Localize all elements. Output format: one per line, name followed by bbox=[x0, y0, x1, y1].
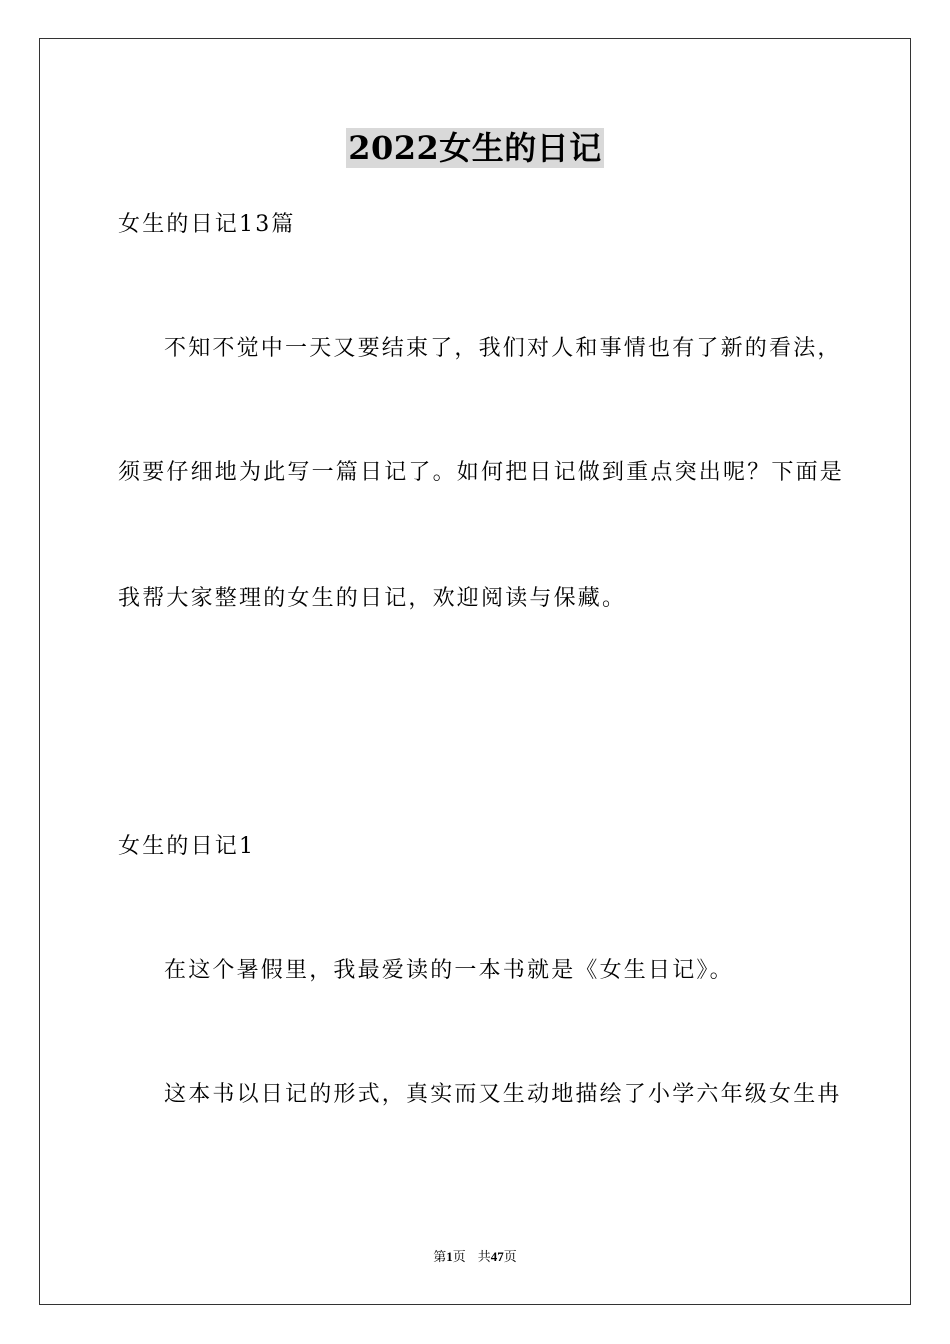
footer-page-suffix: 页 bbox=[452, 1249, 466, 1264]
intro-line-2: 须要仔细地为此写一篇日记了。如何把日记做到重点突出呢？下面是 bbox=[118, 460, 845, 485]
document-title-wrapper bbox=[0, 128, 950, 174]
footer-total-suffix: 页 bbox=[503, 1249, 517, 1264]
section-heading: 女生的日记1 bbox=[118, 834, 256, 859]
footer-total-prefix: 共 bbox=[477, 1249, 491, 1264]
page-footer bbox=[0, 1248, 950, 1266]
intro-line-1: 不知不觉中一天又要结束了，我们对人和事情也有了新的看法， bbox=[164, 336, 842, 361]
body-line-1: 在这个暑假里，我最爱读的一本书就是《女生日记》。 bbox=[164, 958, 734, 983]
footer-total-pages: 47 bbox=[490, 1249, 504, 1264]
body-line-2: 这本书以日记的形式，真实而又生动地描绘了小学六年级女生冉 bbox=[164, 1082, 842, 1107]
footer-page-number: 1 bbox=[446, 1249, 453, 1264]
footer-page-prefix: 第 bbox=[433, 1249, 447, 1264]
intro-line-3: 我帮大家整理的女生的日记，欢迎阅读与保藏。 bbox=[118, 586, 627, 611]
document-title: 2022女生的日记 bbox=[348, 129, 602, 167]
document-subtitle: 女生的日记13篇 bbox=[118, 212, 296, 237]
